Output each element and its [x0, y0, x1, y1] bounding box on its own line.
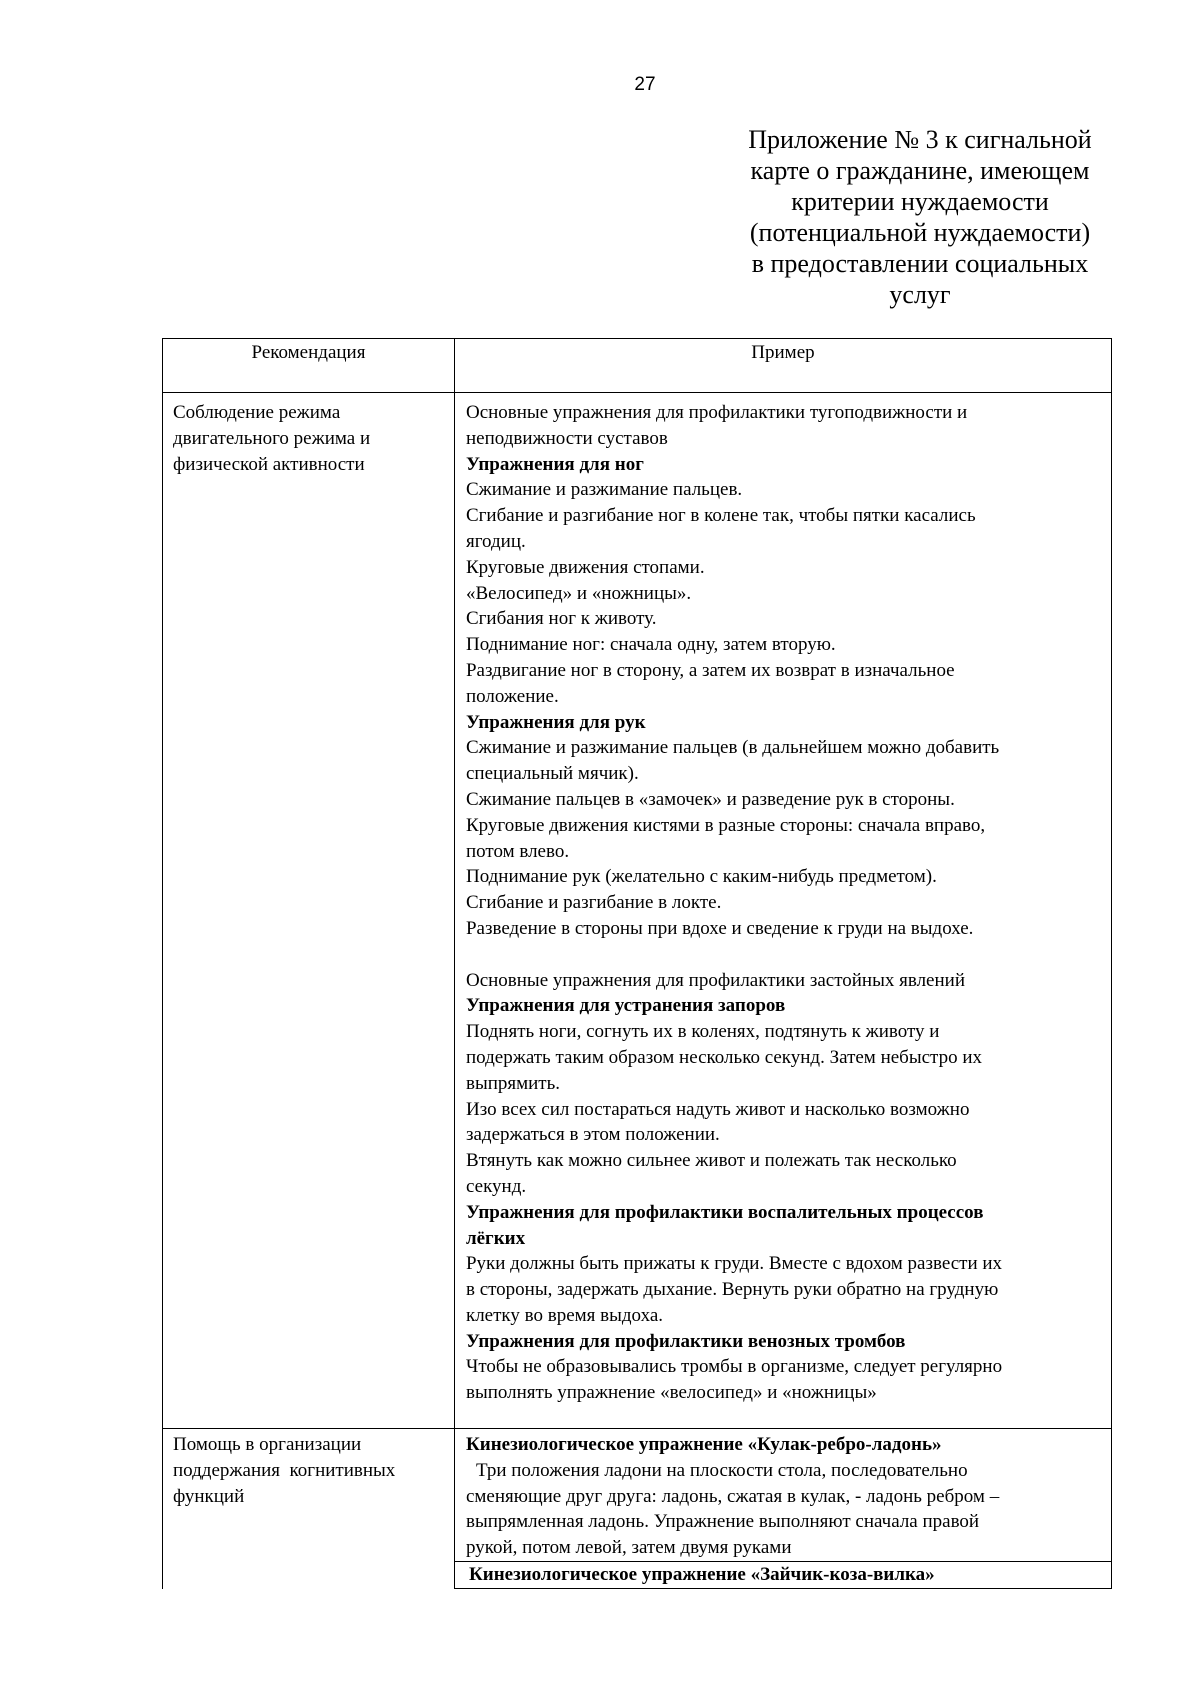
example-text: [455, 1562, 1111, 1588]
example-line: Сгибания ног к животу.: [465, 608, 657, 630]
example-subheading: лёгких: [465, 1227, 526, 1249]
example-line: выпрямленная ладонь. Упражнение выполняют сначала правой: [465, 1511, 980, 1533]
appendix-title-line: услуг: [889, 280, 951, 309]
example-line: сменяющие друг друга: ладонь, сжатая в кулак, - ладонь ребром –: [465, 1485, 1000, 1507]
appendix-title-line: Приложение № 3 к сигнальной: [748, 125, 1092, 154]
example-line: Круговые движения стопами.: [465, 556, 705, 578]
example-text: [455, 1429, 1111, 1561]
example-line: Втянуть как можно сильнее живот и полежать так несколько: [465, 1150, 957, 1172]
recommendation-cell: [163, 1429, 455, 1589]
header-example: Пример: [751, 342, 815, 363]
header-recommendation: Рекомендация: [251, 342, 366, 363]
example-subheading: Упражнения для профилактики воспалительных процессов: [465, 1201, 984, 1223]
example-line: подержать таким образом несколько секунд. Затем небыстро их: [465, 1046, 982, 1068]
example-line: Поднимание ног: сначала одну, затем вторую.: [465, 634, 836, 656]
recommendations-table: [162, 338, 1112, 1589]
header-cell-recommendation: [163, 339, 455, 393]
example-text: [455, 393, 1111, 1428]
header-cell-example: [454, 339, 1111, 393]
example-line: Три положения ладони на плоскости стола, последовательно: [475, 1459, 968, 1481]
example-line: задержаться в этом положении.: [465, 1124, 720, 1146]
table-row: [163, 1429, 1112, 1562]
example-line: выпрямить.: [465, 1072, 561, 1094]
recommendation-cell: [163, 393, 455, 1429]
appendix-title-line: в предоставлении социальных: [751, 249, 1089, 278]
recommendation-line: физической активности: [173, 453, 365, 475]
example-cell: [454, 1562, 1111, 1589]
example-line: Сжимание и разжимание пальцев.: [465, 479, 743, 501]
example-subheading: Упражнения для профилактики венозных тромбов: [465, 1330, 906, 1352]
example-line: Разведение в стороны при вдохе и сведение к груди на выдохе.: [465, 917, 974, 939]
example-subheading: Кинезиологическое упражнение «Зайчик-коза-вилка»: [468, 1564, 935, 1586]
example-line: Чтобы не образовывались тромбы в организме, следует регулярно: [465, 1356, 1003, 1378]
example-line: «Велосипед» и «ножницы».: [465, 582, 692, 604]
example-line: Круговые движения кистями в разные стороны: сначала вправо,: [465, 814, 986, 836]
recommendation-text: [163, 393, 454, 477]
example-subheading: Упражнения для устранения запоров: [465, 995, 786, 1017]
recommendation-line: функций: [173, 1485, 245, 1507]
example-subheading: Кинезиологическое упражнение «Кулак-ребро-ладонь»: [465, 1434, 942, 1456]
example-line: ягодиц.: [465, 530, 526, 552]
page-number: 27: [634, 74, 656, 95]
example-line: Сжимание и разжимание пальцев (в дальнейшем можно добавить: [465, 737, 1000, 759]
example-blank-line: [466, 942, 1103, 968]
example-line: клетку во время выдоха.: [465, 1304, 664, 1326]
example-cell: [454, 393, 1111, 1429]
example-line: в стороны, задержать дыхание. Вернуть руки обратно на грудную: [465, 1279, 999, 1301]
example-line: положение.: [465, 685, 559, 707]
recommendation-line: Помощь в организации: [173, 1434, 362, 1456]
table-header-row: [163, 339, 1112, 393]
example-line: Основные упражнения для профилактики застойных явлений: [465, 969, 965, 991]
recommendation-line: двигательного режима и: [173, 427, 371, 449]
table-row: [163, 393, 1112, 1429]
example-line: рукой, потом левой, затем двумя руками: [465, 1537, 792, 1559]
example-cell: [454, 1429, 1111, 1562]
example-line: специальный мячик).: [465, 763, 639, 785]
example-line: неподвижности суставов: [465, 427, 668, 449]
example-line: секунд.: [465, 1175, 527, 1197]
example-line: Основные упражнения для профилактики тугоподвижности и: [465, 402, 968, 423]
example-line: Поднять ноги, согнуть их в коленях, подтянуть к животу и: [465, 1021, 940, 1043]
example-line: Сгибание и разгибание ног в колене так, чтобы пятки касались: [465, 505, 976, 527]
example-line: Сжимание пальцев в «замочек» и разведение рук в стороны.: [465, 788, 955, 810]
example-line: Сгибание и разгибание в локте.: [465, 892, 722, 914]
example-line: выполнять упражнение «велосипед» и «ножницы»: [465, 1382, 877, 1404]
appendix-title-line: (потенциальной нуждаемости): [749, 218, 1091, 247]
recommendation-line: поддержания когнитивных: [173, 1459, 396, 1481]
example-line: потом влево.: [465, 840, 570, 862]
example-subheading: Упражнения для рук: [465, 711, 646, 733]
recommendation-line: Соблюдение режима: [173, 402, 341, 423]
recommendation-text: [163, 1429, 454, 1509]
appendix-title-line: критерии нуждаемости: [791, 187, 1049, 216]
example-line: Руки должны быть прижаты к груди. Вместе с вдохом развести их: [465, 1253, 1003, 1275]
appendix-title-line: карте о гражданине, имеющем: [750, 156, 1090, 185]
example-subheading: Упражнения для ног: [465, 453, 644, 475]
example-line: Поднимание рук (желательно с каким-нибудь предметом).: [465, 866, 937, 888]
example-line: Раздвигание ног в сторону, а затем их возврат в изначальное: [465, 659, 955, 681]
example-line: Изо всех сил постараться надуть живот и насколько возможно: [465, 1098, 970, 1120]
appendix-title: [700, 124, 1140, 310]
